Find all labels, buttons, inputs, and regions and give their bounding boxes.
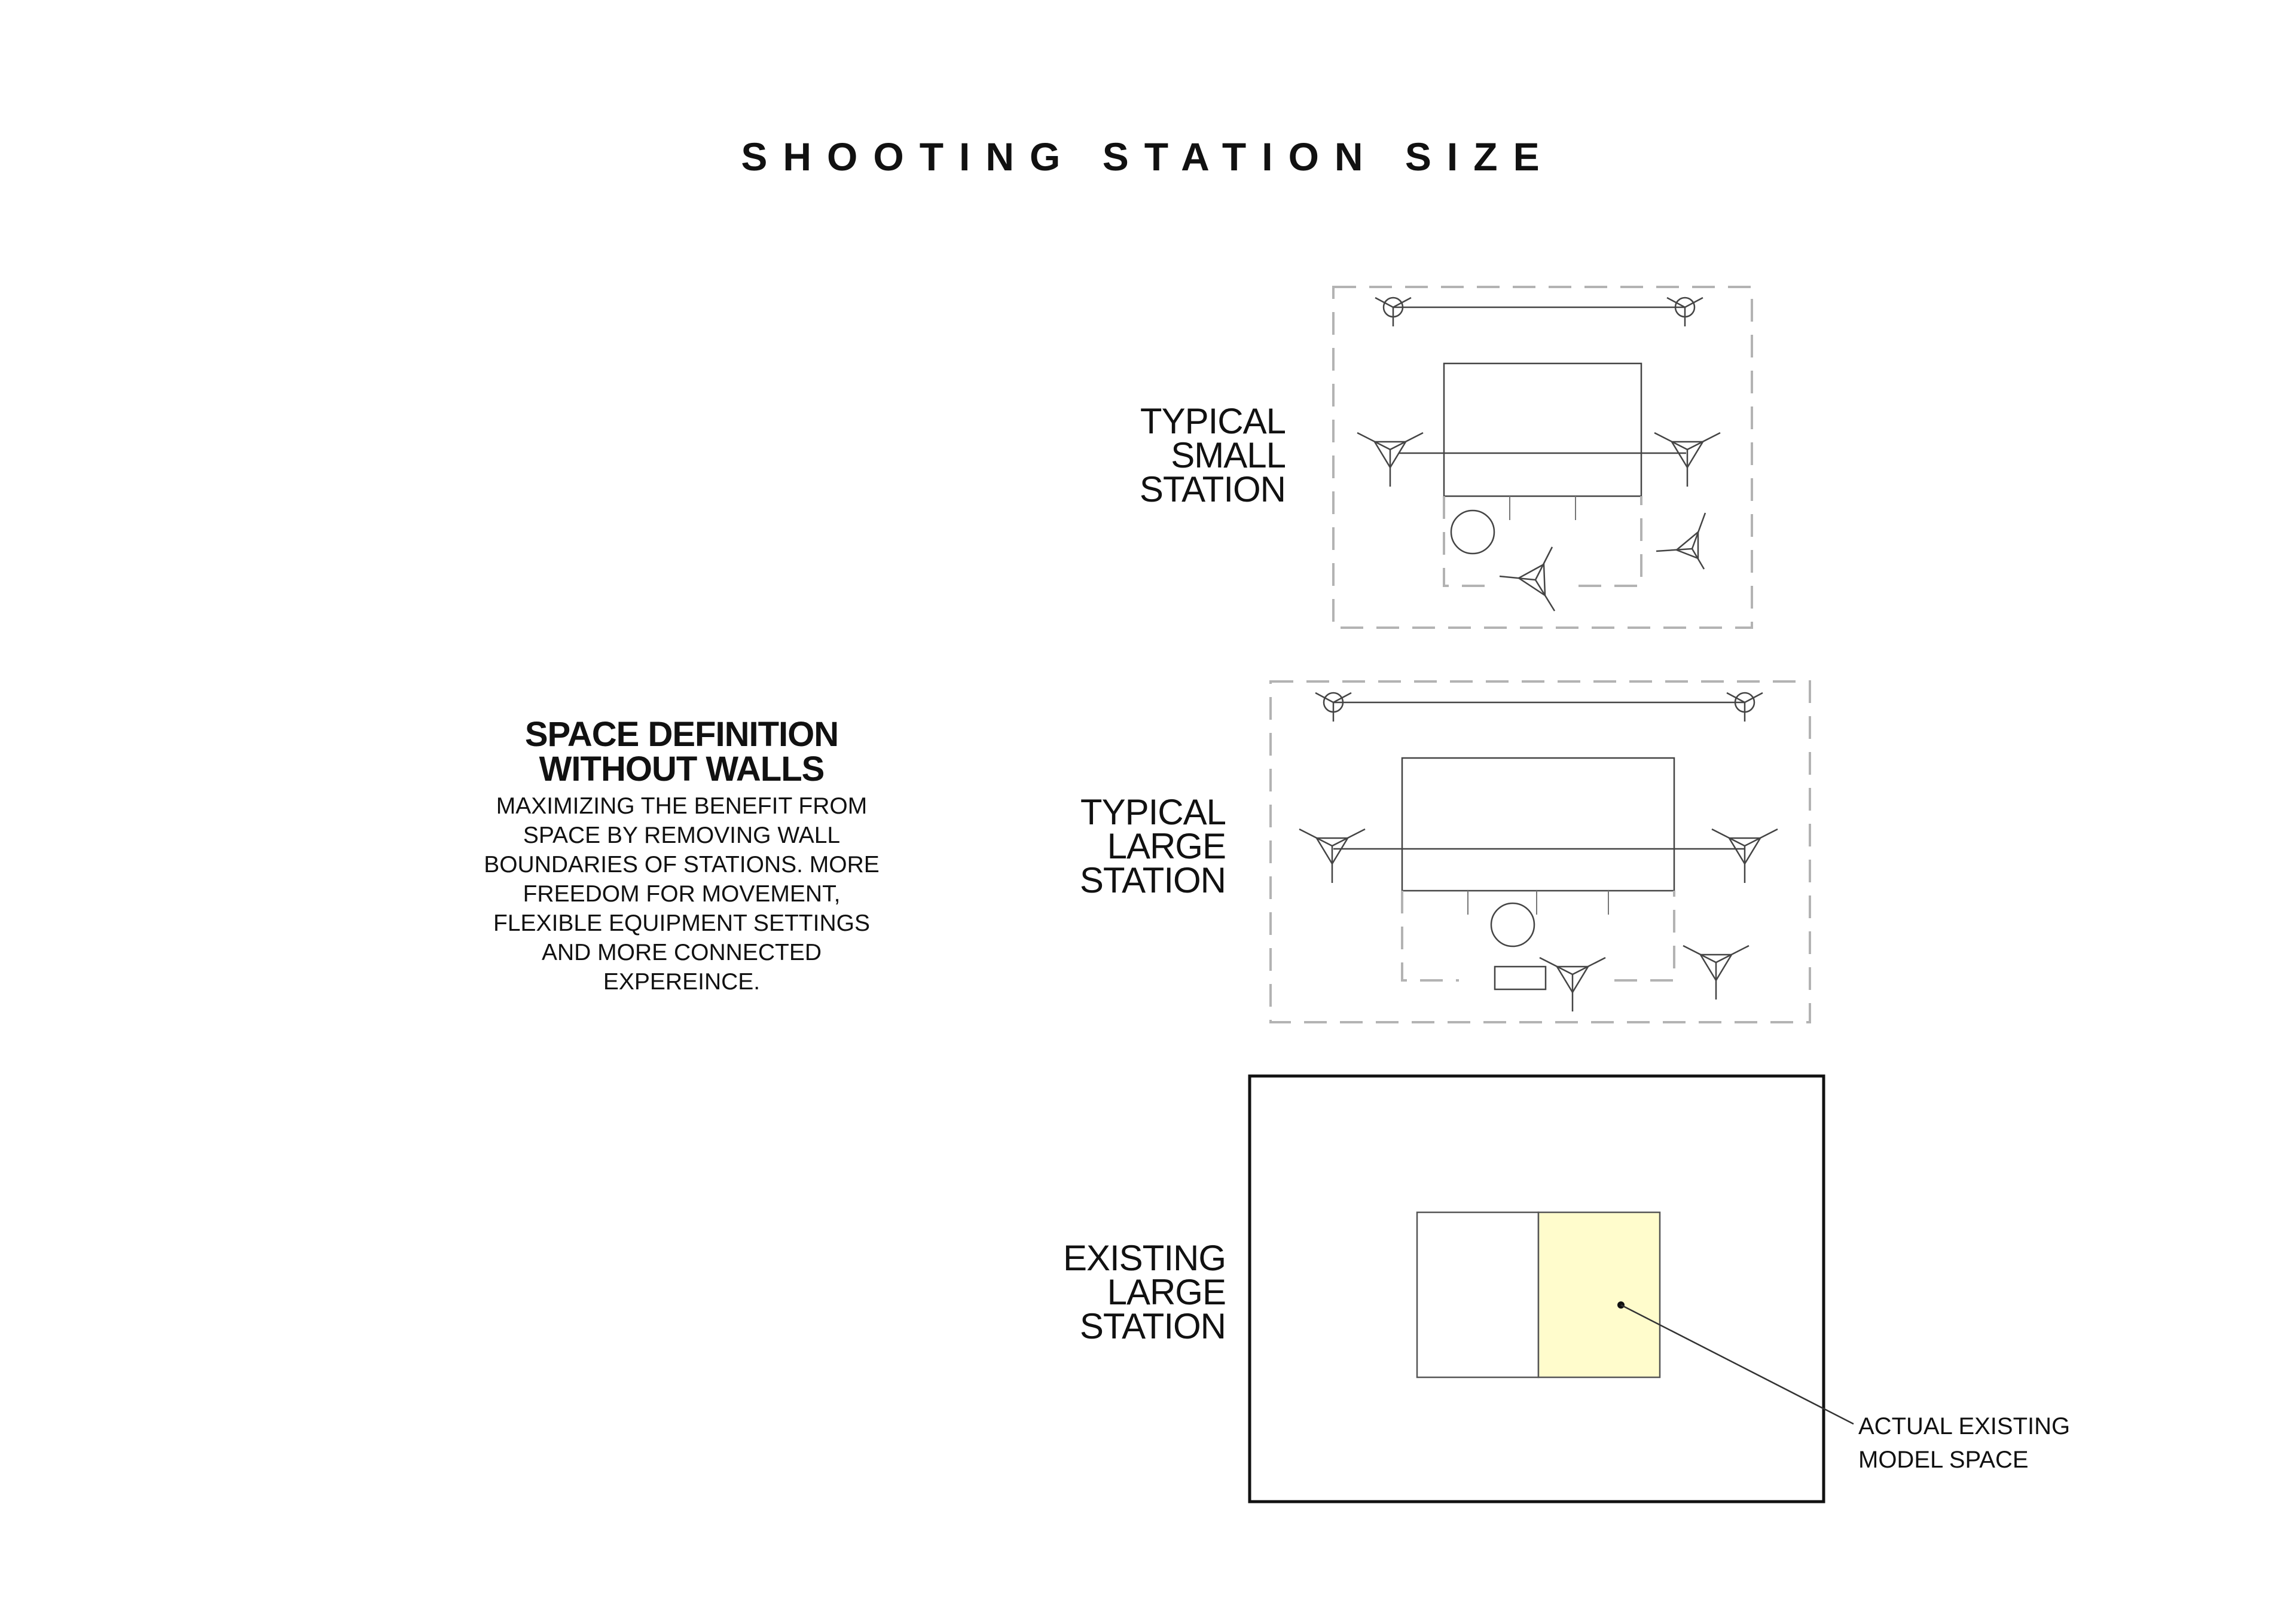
backdrop-stand-icon xyxy=(1727,693,1763,722)
existing-table-area xyxy=(1417,1212,1538,1377)
typical-large-station-plan xyxy=(1271,681,1810,1022)
light-stand-icon xyxy=(1712,829,1778,883)
label-line: STATION xyxy=(1139,469,1286,509)
page-title: SHOOTING STATION SIZE xyxy=(741,135,1555,179)
shooting-table xyxy=(1444,363,1641,496)
note-heading-line: SPACE DEFINITION xyxy=(524,715,839,754)
light-stand-icon xyxy=(1683,946,1749,1000)
existing-large-station-plan xyxy=(1250,1076,1854,1502)
callout-line: ACTUAL EXISTING xyxy=(1858,1413,2071,1439)
note-body-line: EXPEREINCE. xyxy=(603,969,761,995)
note-body-line: AND MORE CONNECTED xyxy=(541,940,822,965)
light-stand-icon xyxy=(1299,829,1365,883)
shooting-table xyxy=(1402,758,1674,891)
label-line: TYPICAL xyxy=(1080,792,1226,832)
backdrop-stand-icon xyxy=(1315,693,1351,722)
label-line: LARGE xyxy=(1107,826,1226,866)
label-line: LARGE xyxy=(1107,1272,1226,1312)
note-body-line: SPACE BY REMOVING WALL xyxy=(523,823,841,848)
backdrop-stand-icon xyxy=(1667,298,1703,326)
large-station-boundary xyxy=(1271,681,1810,1022)
light-stand-icon xyxy=(1656,513,1705,569)
actual-model-space xyxy=(1538,1212,1660,1377)
work-zone-outline xyxy=(1614,891,1674,980)
callout-line: MODEL SPACE xyxy=(1858,1447,2029,1473)
label-line: SMALL xyxy=(1171,435,1286,475)
stool-icon xyxy=(1451,511,1494,554)
label-line: STATION xyxy=(1079,1306,1226,1346)
label-line: TYPICAL xyxy=(1140,401,1286,441)
backdrop-stand-icon xyxy=(1375,298,1411,326)
camera-tripod-icon xyxy=(1540,958,1605,1011)
note-body-line: FLEXIBLE EQUIPMENT SETTINGS xyxy=(493,910,870,936)
label-line: EXISTING xyxy=(1062,1238,1226,1278)
light-stand-icon xyxy=(1357,433,1423,487)
typical-small-station-plan xyxy=(1333,287,1752,628)
camera-tripod-icon xyxy=(1500,547,1555,611)
work-zone-outline xyxy=(1402,891,1459,980)
note-heading-line: WITHOUT WALLS xyxy=(539,750,825,788)
note-body-line: FREEDOM FOR MOVEMENT, xyxy=(523,881,841,907)
note-body-line: BOUNDARIES OF STATIONS. MORE xyxy=(484,852,880,878)
work-zone-outline xyxy=(1444,496,1495,586)
stool-icon xyxy=(1491,903,1534,946)
label-line: STATION xyxy=(1079,860,1226,900)
work-zone-outline xyxy=(1578,496,1641,586)
light-stand-icon xyxy=(1654,433,1720,487)
equipment-case xyxy=(1495,967,1546,989)
note-body-line: MAXIMIZING THE BENEFIT FROM xyxy=(496,793,868,819)
